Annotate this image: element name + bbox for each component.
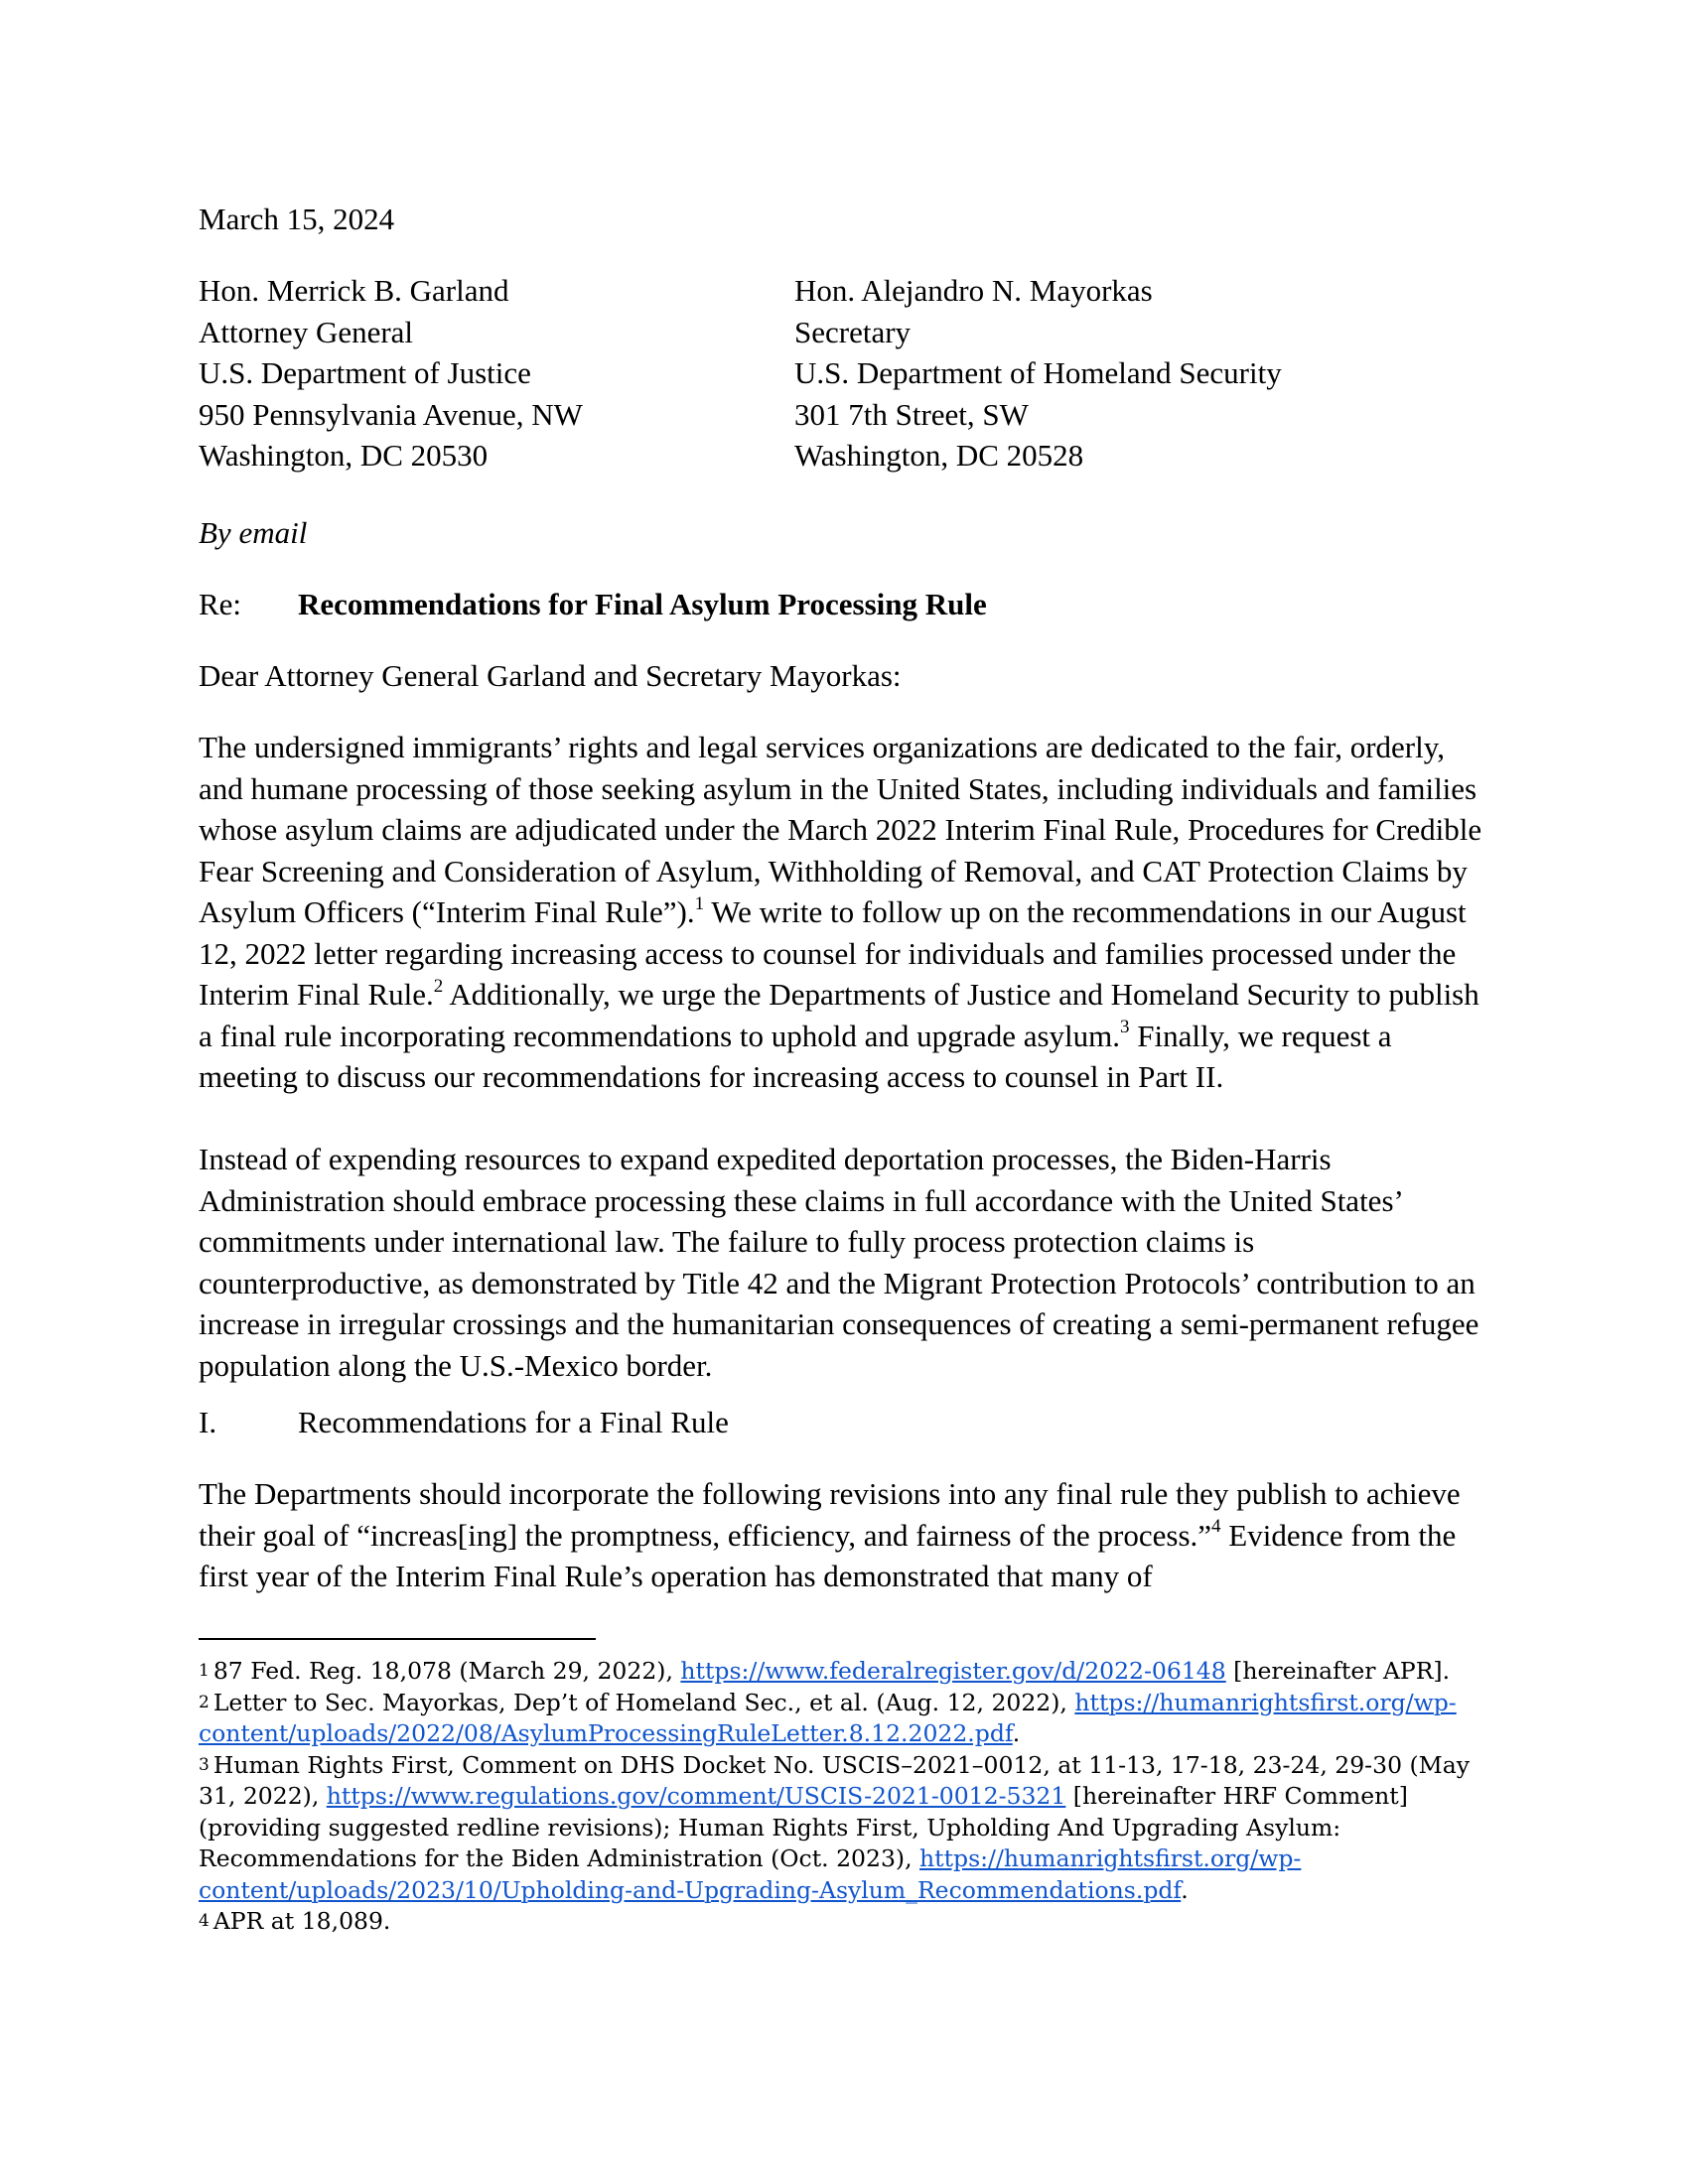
footnote-4 bbox=[199, 1906, 1489, 1938]
salutation: Dear Attorney General Garland and Secretary Mayorkas: bbox=[199, 658, 902, 693]
footnote-link[interactable]: https://humanrightsfirst.org/wp-content/uploads/2022/08/AsylumProcessingRuleLetter.8.12.2022.pdf bbox=[199, 1688, 1457, 1747]
recipient-title: Secretary bbox=[794, 314, 912, 349]
footnote-text: Letter to Sec. Mayorkas, Dep’t of Homeland Sec., et al. (Aug. 12, 2022), bbox=[212, 1688, 1075, 1716]
recipient-city: Washington, DC 20530 bbox=[199, 438, 489, 473]
recipient-address-mayorkas bbox=[794, 270, 1282, 477]
paragraph-text: We write to follow up on the recommendations in our August 12, 2022 letter regarding increasing access to counsel for individuals and families processed under the Interim Final Rule. bbox=[199, 894, 1467, 1012]
footnote-text: . bbox=[1012, 1719, 1021, 1747]
footnote-mark: 3 bbox=[199, 1754, 210, 1775]
section-heading bbox=[199, 1402, 1489, 1443]
recipient-department: U.S. Department of Justice bbox=[199, 355, 531, 390]
recipient-department: U.S. Department of Homeland Security bbox=[794, 355, 1282, 390]
footnote-text: . bbox=[1181, 1875, 1189, 1904]
section-number: I. bbox=[199, 1405, 217, 1439]
footnotes bbox=[199, 1656, 1489, 1938]
footnote-link[interactable]: https://www.regulations.gov/comment/USCIS-2021-0012-5321 bbox=[326, 1782, 1066, 1810]
footnote-text: [hereinafter HRF Comment] (providing suggested redline revisions); Human Rights First, Upholding And Upgrading Asylum: Recommendations for the Biden Administration (Oct. 2023), bbox=[199, 1782, 1408, 1872]
paragraph-text: Finally, we request a meeting to discuss our recommendations for increasing access to counsel in Part II. bbox=[199, 1018, 1392, 1094]
footnote-ref: 2 bbox=[433, 975, 444, 997]
recipient-name: Hon. Merrick B. Garland bbox=[199, 273, 509, 308]
footnote-ref: 1 bbox=[694, 892, 705, 914]
recipient-name: Hon. Alejandro N. Mayorkas bbox=[794, 273, 1153, 308]
recipient-street: 301 7th Street, SW bbox=[794, 396, 1029, 432]
section-title: Recommendations for a Final Rule bbox=[298, 1405, 729, 1439]
footnote-mark: 2 bbox=[199, 1692, 210, 1712]
footnote-ref: 4 bbox=[1211, 1516, 1221, 1538]
body-paragraph-1 bbox=[199, 727, 1489, 1098]
footnote-text: APR at 18,089. bbox=[212, 1907, 391, 1935]
recipient-address-garland bbox=[199, 270, 583, 477]
footnote-link[interactable]: https://humanrightsfirst.org/wp-content/uploads/2023/10/Upholding-and-Upgrading-Asylum_Recommendations.pdf bbox=[199, 1844, 1302, 1904]
footnote-mark: 1 bbox=[199, 1661, 210, 1681]
re-subject: Recommendations for Final Asylum Processing Rule bbox=[298, 587, 987, 621]
paragraph-text: Additionally, we urge the Departments of Justice and Homeland Security to publish a final rule incorporating recommendations to uphold and upgrade asylum. bbox=[199, 977, 1479, 1053]
footnote-text: 87 Fed. Reg. 18,078 (March 29, 2022), bbox=[212, 1657, 681, 1685]
footnote-text: Human Rights First, Comment on DHS Docket No. USCIS–2021–0012, at 11-13, 17-18, 23-24, 29-30 (May 31, 2022), bbox=[199, 1750, 1471, 1810]
letter-date: March 15, 2024 bbox=[199, 202, 395, 236]
recipient-city: Washington, DC 20528 bbox=[794, 438, 1084, 473]
recipient-street: 950 Pennsylvania Avenue, NW bbox=[199, 396, 583, 432]
footnote-separator bbox=[199, 1638, 596, 1640]
footnote-link[interactable]: https://www.federalregister.gov/d/2022-06148 bbox=[680, 1657, 1226, 1685]
paragraph-text: The Departments should incorporate the following revisions into any final rule they publish to achieve their goal of “increas[ing] the promptness, efficiency, and fairness of the process.” bbox=[199, 1476, 1461, 1553]
re-line bbox=[199, 584, 1489, 625]
footnote-ref: 3 bbox=[1120, 1017, 1130, 1038]
body-paragraph-3 bbox=[199, 1473, 1489, 1597]
re-label: Re: bbox=[199, 587, 242, 621]
paragraph-text: The undersigned immigrants’ rights and legal services organizations are dedicated to the fair, orderly, and humane processing of those seeking asylum in the United States, including individuals and families whose asylum claims are adjudicated under the March 2022 Interim Final Rule, Procedures for Credible Fear Screening and Consideration of Asylum, Withholding of Removal, and CAT Protection Claims by Asylum Officers (“Interim Final Rule”). bbox=[199, 730, 1482, 929]
body-paragraph-2: Instead of expending resources to expand expedited deportation processes, the Biden-Harris Administration should embrace processing these claims in full accordance with the United States’ commitments under international law. The failure to fully process protection claims is counterproductive, as demonstrated by Title 42 and the Migrant Protection Protocols’ contribution to an increase in irregular crossings and the humanitarian consequences of creating a semi-permanent refugee population along the U.S.-Mexico border. bbox=[199, 1142, 1479, 1383]
footnote-text: [hereinafter APR]. bbox=[1225, 1657, 1451, 1685]
footnote-1 bbox=[199, 1656, 1489, 1688]
footnote-3 bbox=[199, 1750, 1489, 1907]
footnote-mark: 4 bbox=[199, 1911, 210, 1931]
paragraph-text: Evidence from the first year of the Interim Final Rule’s operation has demonstrated that many of bbox=[199, 1517, 1457, 1593]
delivery-method: By email bbox=[199, 515, 308, 550]
recipient-title: Attorney General bbox=[199, 314, 414, 349]
footnote-2 bbox=[199, 1688, 1489, 1750]
